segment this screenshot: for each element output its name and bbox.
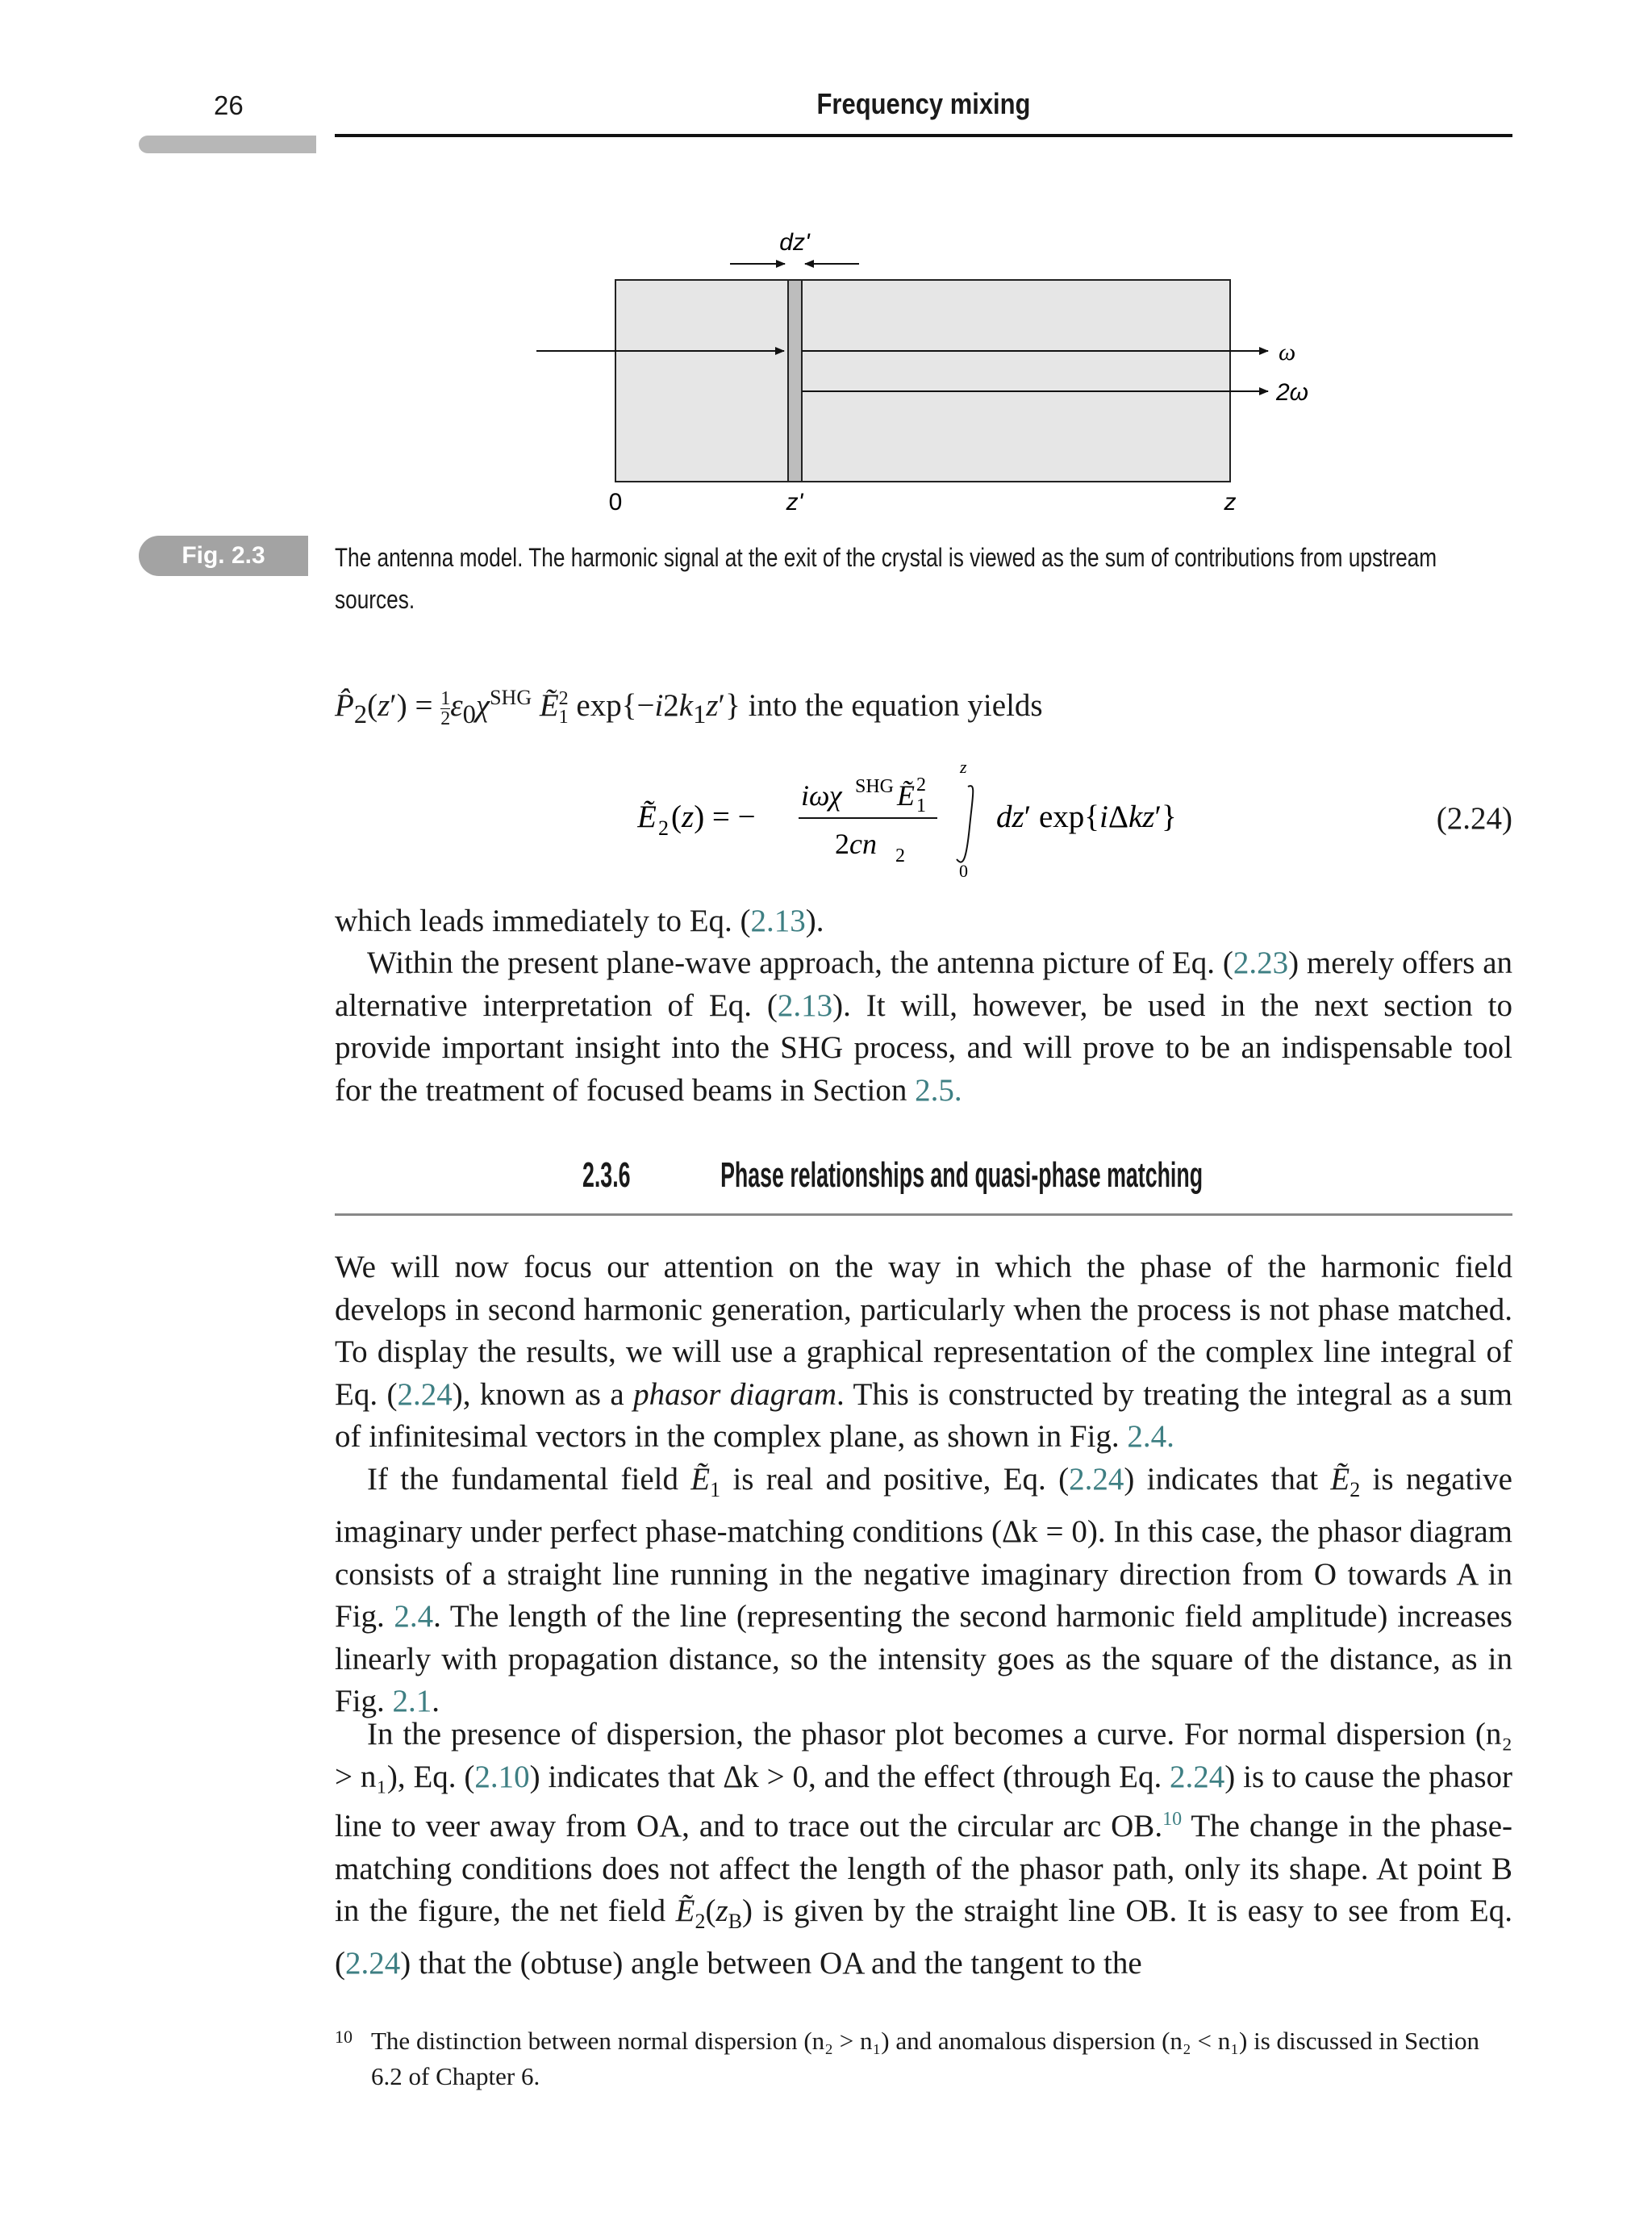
polarization-equation-line: $P̂_2(z')$ = $\frac{1}{2}$ $\varepsilon_0\chi^{SHG}$ Ẽ$_1^2$ $\exp\{-i2k_1z'\}$ into the equation yields [335,686,1043,729]
label-omega: ω [1279,339,1296,365]
paragraph-4: If the fundamental field Ẽ$_1$ is real and positive, Eq. (2.24) indicates that Ẽ$_2$ is negative imaginary under perfect phase-matching conditions (Δk = 0). In this case, the phasor diagram consists of a straight line running in the negative imaginary direction from O towards A in Fig. 2.4. The length of the line (representing the second harmonic field amplitude) increases linearly with propagation distance, so the intensity goes as the square of the distance, as in Fig. 2.1. [335,1462,1512,1719]
equation-intro-text: into the equation yields [748,688,1043,723]
para4-text-6: . [432,1684,440,1719]
para3-text-1: We will now focus our attention on the way in which the phase of the harmonic field develops in second harmonic generation, particularly when the process is not phase matched. To display the results, we will use a graphical representation of the complex line integral of Eq. ( [335,1250,1512,1412]
label-origin: 0 [608,489,623,516]
section-number: 2.3.6 [582,1155,631,1195]
para5-text-6: ) that the (obtuse) angle between OA and the tangent to the [400,1946,1142,1981]
svg-text:2: 2 [658,816,669,840]
svg-text:(z) = −: (z) = − [671,800,756,834]
section-title: Phase relationships and quasi-phase matching [720,1155,1204,1195]
label-z: z [1224,489,1237,516]
paragraph-2 [335,942,1512,1112]
svg-text:SHG: SHG [855,776,895,797]
label-zprime: z' [786,489,803,516]
svg-text:2cn: 2cn [835,828,877,860]
slab-dz [788,280,802,482]
para2-text-3: ). It will, however, be used in the next section to provide important insight into the SHG process, and will prove to be an indispensable tool for the treatment of focused beams in Section [335,987,1513,1108]
para4-text-1: If the fundamental field [367,1462,691,1497]
ref-eq-2-13[interactable]: 2.13 [750,904,806,938]
footnote-text: The distinction between normal dispersion (n₂ > n₁) and anomalous dispersion (n₂ < n₁) is discussed in Section 6.2 of Chapter 6. [371,2027,1479,2090]
svg-text:1: 1 [916,795,926,816]
para4-text-4: is negative imaginary under perfect phase-matching conditions (Δk = 0). In this case, the phasor diagram consists of a straight line running in the negative imaginary direction from O towards A in Fig. [335,1462,1512,1635]
figure-tab: Fig. 2.3 [139,536,308,576]
para4-text-5: . The length of the line (representing the second harmonic field amplitude) increases linearly with propagation distance, so the intensity goes as the square of the distance, as in Fig. [335,1599,1512,1719]
ref-fig-2-4[interactable]: 2.4 [394,1599,434,1635]
paragraph-5: In the presence of dispersion, the phasor plot becomes a curve. For normal dispersion (n₂ > n₁), Eq. (2.10) indicates that Δk > 0, and the effect (through Eq. 2.24) is to cause the phasor line to veer away from OA, and to trace out the circular arc OB.$^{10}$ The change in the phase-matching conditions does not affect the length of the phasor path, only its shape. At point B in the figure, the net field $Ẽ_2(z_B)$ is given by the straight line OB. It is easy to see from Eq. (2.24) that the (obtuse) angle between OA and the tangent to the [335,1717,1513,1981]
equation-2-24 [637,758,1512,879]
svg-text:0: 0 [959,861,968,879]
para5-text-1: In the presence of dispersion, the phasor plot becomes a curve. For normal dispersion (n₂ > n₁), Eq. ( [335,1717,1512,1794]
para5-text-4: The change in the phase-matching conditions does not affect the length of the phasor path, only its shape. At point B in the figure, the net field [335,1809,1513,1928]
svg-text:dz′ exp{iΔkz′}: dz′ exp{iΔkz′} [996,800,1177,834]
ref-eq-2-24[interactable]: 2.24 [1170,1759,1225,1794]
svg-text:iωχ: iωχ [801,779,842,812]
svg-text:z: z [960,758,967,777]
ref-eq-2-24[interactable]: 2.24 [397,1376,453,1412]
para5-text-2: ) indicates that Δk > 0, and the effect (through Eq. [529,1759,1170,1794]
para4-text-3: ) indicates that [1124,1462,1331,1497]
ref-eq-2-24[interactable]: 2.24 [345,1946,401,1981]
header-rule [335,134,1512,137]
ref-eq-2-23[interactable]: 2.23 [1233,946,1289,980]
page-number: 26 [214,90,244,120]
section-heading [335,1155,1512,1196]
caption-line-1: The antenna model. The harmonic signal at the exit of the crystal is viewed as the sum of contributions from upstream [335,543,1437,572]
label-2omega: 2ω [1276,379,1309,406]
antenna-model-figure [500,218,1387,524]
svg-text:Ẽ: Ẽ [897,779,915,812]
header-margin-bar [139,136,316,153]
ref-eq-2-10[interactable]: 2.10 [474,1759,530,1794]
figure-caption [335,537,1512,620]
ref-eq-2-24[interactable]: 2.24 [1069,1462,1124,1497]
para3-text-3: . This is constructed by treating the integral as a sum of infinitesimal vectors in the complex plane, as shown in Fig. [335,1376,1513,1454]
ref-section-2-5[interactable]: 2.5. [915,1072,962,1108]
para5-text-3: ) is to cause the phasor line to veer away from OA, and to trace out the circular arc OB. [335,1759,1513,1843]
caption-line-2: sources. [335,585,415,614]
phasor-diagram-term: phasor diagram [633,1376,837,1412]
crystal-box [615,280,1230,482]
paragraph-1 [335,900,1512,943]
para4-text-2: is real and positive, Eq. ( [720,1462,1070,1497]
ref-fig-2-4[interactable]: 2.4. [1127,1419,1174,1454]
paragraph-3 [335,1246,1512,1459]
footnote-number: 10 [335,2027,353,2047]
para5-text-5: is given by the straight line OB. It is easy to see from Eq. ( [335,1893,1512,1981]
para1-text: which leads immediately to Eq. ( [335,904,751,938]
label-dz: dz' [779,229,810,256]
footnote-ref[interactable]: 10 [1162,1809,1183,1830]
svg-text:Ẽ: Ẽ [637,800,657,834]
para2-text-1: Within the present plane-wave approach, the antenna picture of Eq. ( [367,946,1233,980]
svg-text:2: 2 [916,774,926,795]
para2-text-2: ) merely offers an alternative interpretation of Eq. ( [335,946,1512,1023]
para3-text-2: ), known as a [452,1376,634,1412]
equation-number: (2.24) [1436,801,1512,836]
equation-2-24-body [637,758,1250,879]
running-title: Frequency mixing [816,87,1031,120]
svg-text:2: 2 [895,845,905,866]
section-rule [335,1213,1512,1216]
ref-fig-2-1[interactable]: 2.1 [392,1684,432,1719]
para1-end: ). [805,904,824,938]
ref-eq-2-13[interactable]: 2.13 [777,987,833,1023]
